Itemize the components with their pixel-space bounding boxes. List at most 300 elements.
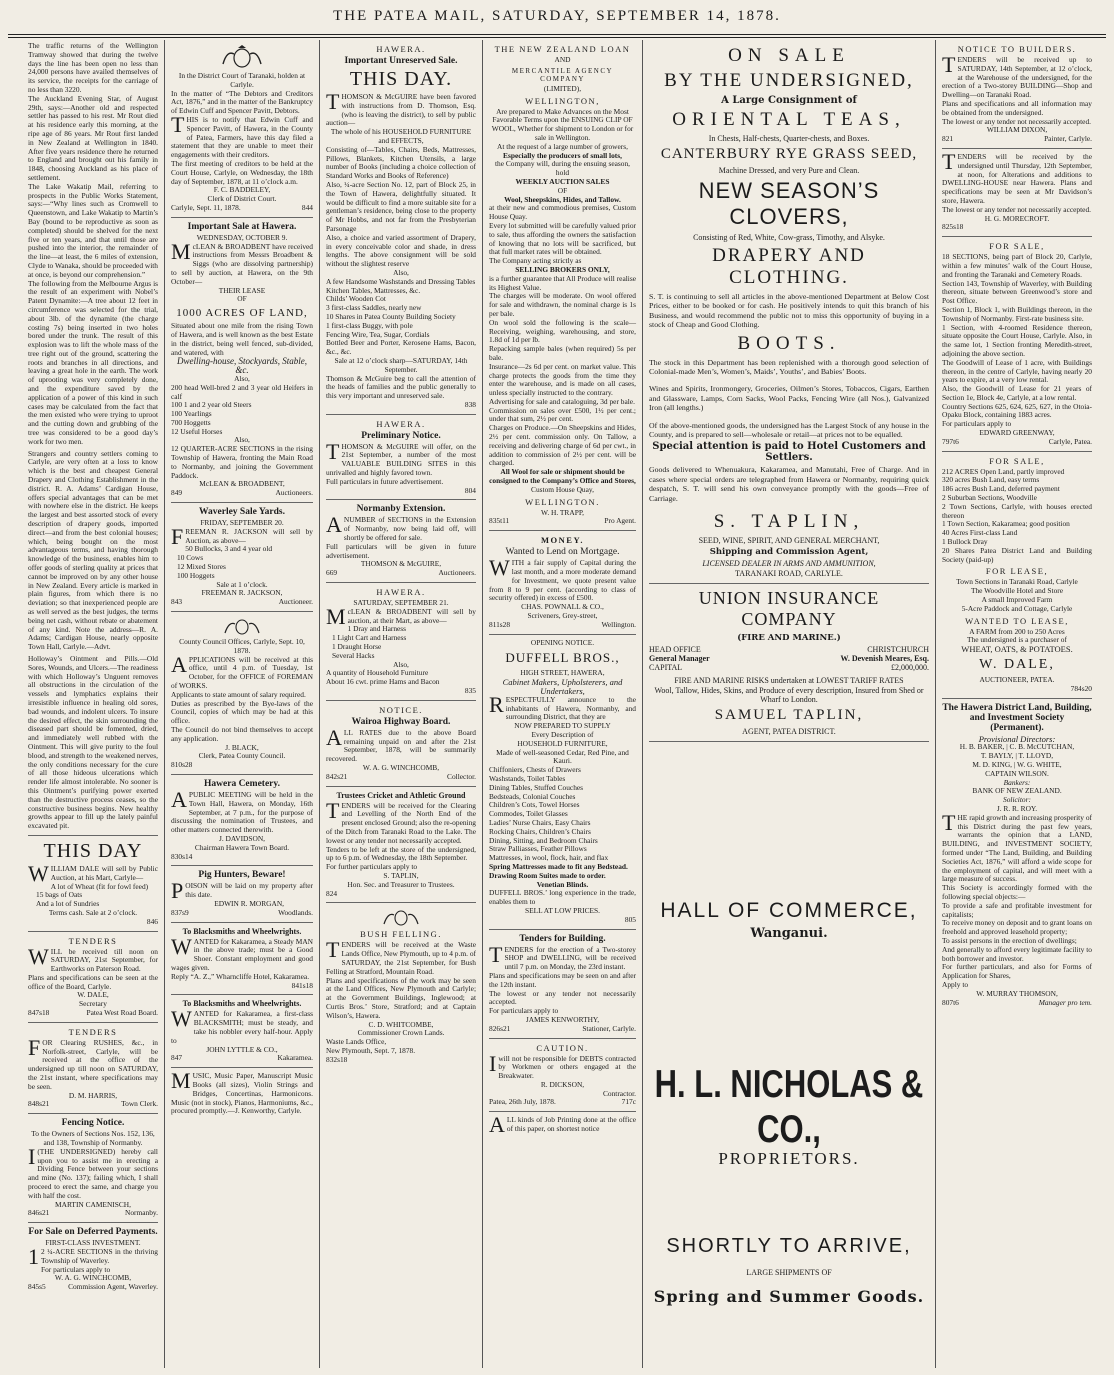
column-4 [483, 40, 643, 1368]
ad-heading: Wairoa Highway Board. [351, 716, 451, 727]
also-label: Also, [393, 659, 409, 669]
ad-duffell-bros [489, 639, 636, 930]
ad-money [489, 535, 636, 634]
ad-heading: MONEY. [541, 535, 584, 546]
solicitor-label: Solicitor: [1003, 795, 1031, 805]
ad-items: A few Handsome Washstands and Dressing Tables Kitchen Tables, Mattresses, &c. Childs’ Wooden Cot 3 first-class Saddles, nearly new 10 Shares in Patea County Building Society 1 first-class Buggy, with pole Fencing Wire, Tea, Sugar, Cordials Bottled Beer and Porter, Kerosene Hams, Bacon, &c., &c. [326, 276, 476, 357]
royal-crest-icon [381, 907, 421, 927]
ad-body: RESPECTFULLY announce to the inhabitants of Hawera, Normanby, and surrounding District, that they are [489, 691, 636, 722]
ad-sale-time: Sale at 12 o’clock sharp—SATURDAY, 14th September. [334, 355, 468, 374]
ad-date: WEDNESDAY, OCTOBER 9. [196, 232, 288, 242]
spring-mattresses: Spring Mattresses made to fit any Bedstead. [489, 861, 628, 871]
ad-hawera-sale [171, 222, 313, 503]
ad-number: 824 [326, 888, 338, 898]
ad-subheading: To the Owners of Sections Nos. 152, 136, and 138, Township of Normanby. [31, 1129, 155, 1148]
ad-normanby-extension [326, 504, 476, 583]
ad-body: THE rapid growth and increasing prosperity of this District during the past few years, warrants the opinion that a LAND, BUILDING, and INVESTMENT SOCIETY, formed under “The Land, Building, and Building Societies Act, 1876,” will afford a wide scope for the employment of capital, and will meet with a large measure of success. This Society is accordingly formed with the following special objects:— To provide a safe and profitable investment for capitalists; To receive money on deposit and to grant loans on freehold and approved leasehold property; To assist persons in the erection of dwellings; And generally to afford every legitimate facility to both borrower and investor. For further particulars, and also for Forms of Application for Shares, Apply to [942, 809, 1092, 989]
ad-number: 835t11 [489, 516, 510, 526]
ad-items: A quantity of Household Furniture About 16 cwt. prime Hams and Bacon [326, 668, 440, 687]
court-name: In the District Court of Taranaki, holden at Carlyle. [178, 71, 306, 89]
ad-heading: To Blacksmiths and Wheelwrights. [182, 926, 302, 936]
ad-body: McLEAN & BROADBENT will sell by auction, at their Mart, as above— [326, 603, 476, 629]
ad-signature: EDWIN R. MORGAN, [214, 898, 285, 908]
ad-items: 212 ACRES Open Land, partly improved 320 acres Bush Land, easy terms 186 acres Bush Land, deferred payment 2 Suburban Sections, Woodville 2 Town Sections, Carlyle, with houses erected thereon 1 Town Section, Kakaramea; good position 40 Acres First-class Land 1 Bullock Dray 20 Shares Patea District Land and Building Society (paid-up) [942, 466, 1092, 564]
ad-office: Waste Lands Office, [326, 1037, 387, 1047]
ad-place: HAWERA. [376, 44, 426, 54]
ad-hawera-society [942, 703, 1092, 1012]
ad-small-lots: Especially the producers of small lots, [503, 150, 622, 160]
ad-body: TENDERS will be received by the undersigned until Thursday, 12th September, at noon, for Alterations and additions to DWELLING-HOUSE near Hawera. Plans and specifications may be seen at Mr Davidson’s store, Hawera. The lowest or any tender not necessarily accepted. [942, 148, 1092, 214]
hall-place: Wanganui. [750, 926, 828, 942]
ad-blacksmiths-2 [171, 999, 313, 1068]
ad-title: Auctioneers. [438, 568, 476, 578]
ad-signature: F. C. BADDELEY, [213, 185, 271, 195]
news-dynamite: The following from the Melbourne Argus is the result of an experiment with Nobel’s Patent Dynamite:—A tree about 12 feet in circumference was selected for the trial, about 3lb. of the dynamite (the charge costing 7s) being inserted in two holes bored under the trunk. The result of this explosion was to lift the whole mass of the tree right out of the ground, scattering the roots and branches in all directions, and leaving a great hole in the earth. The work of uprooting was very completely done, and the expenditure saved by the application of a power of this kind in such cases may be calculated from the fact that the men existed who were trying to uproot and the cutting down and grubbing of the tree was considered to be a good day’s work for two men. [28, 278, 158, 446]
ad-section: Also, ¼-acre Section No. 12, part of Block 25, in the Town of Hawera, delightfully situated. It would be difficult to find a more suitable site for a gentleman’s residence, being close to the property of Mr Hobbs, and not far from the Presbyterian Parsonage [326, 179, 476, 233]
ad-body: APUBLIC MEETING will be held in the Town Hall, Hawera, on Monday, 16th September, at 7 p.m., for the purpose of discussing the nomination of Trustees, and other matters connected therewith. [171, 786, 313, 835]
ad-saturday-sale [326, 587, 476, 701]
ad-bush-felling [326, 907, 476, 1068]
manager-value: W. Devenish Meares, Esq. [840, 653, 929, 663]
wheat-oats: WHEAT, OATS, & POTATOES. [961, 644, 1073, 655]
hotel-customers: Special attention is paid to Hotel Customers and Settlers. [652, 441, 926, 464]
capital-value: £2,000,000. [891, 662, 929, 672]
ad-signature: W. DALE, [77, 990, 109, 1000]
ad-subheading: Wanted to Lend on Mortgage. [505, 547, 620, 558]
on-sale: ON SALE [728, 45, 850, 66]
ad-number: 844 [301, 202, 313, 212]
ad-furniture: The whole of his HOUSEHOLD FURNITURE and EFFECTS, [330, 127, 472, 145]
ad-number: 838 [464, 399, 476, 409]
ad-this-day: THIS DAY. [349, 68, 453, 90]
dale-title: AUCTIONEER, PATEA. [979, 675, 1055, 685]
ad-fencing-notice [28, 1118, 158, 1223]
oriental-teas: ORIENTAL TEAS, [672, 109, 906, 130]
acres-body: Situated about one mile from the rising Town of Hawera, and is well known as the best Estate in the district, being well fenced, sub-divided, and watered, with [171, 321, 313, 357]
ad-heading: Hawera Cemetery. [204, 778, 280, 789]
ad-wairoa-board [326, 705, 476, 787]
ad-cricket-ground [326, 791, 476, 904]
manager-label: General Manager [649, 653, 710, 663]
ad-county-council [171, 616, 313, 775]
ad-greenway-sale [942, 241, 1092, 452]
ad-tenders-building [489, 934, 636, 1039]
ad-heading: THIS DAY [43, 839, 143, 862]
ad-title: Secretary [79, 999, 107, 1009]
ad-builders-dixon [942, 44, 1092, 149]
ad-heading: Pig Hunters, Beware! [198, 870, 286, 881]
ad-heading: Important Sale at Hawera. [187, 221, 297, 232]
dwelling-line: Dwelling-house, Stockyards, Stable, &c. [177, 356, 307, 376]
ad-unreserved-sale [326, 44, 476, 415]
masthead-rule [8, 34, 1106, 38]
ad-job-printing [489, 1112, 636, 1138]
ad-signature: FREEMAN R. JACKSON, [201, 588, 283, 598]
ad-number: 832s18 [326, 1054, 348, 1064]
ad-number: 842s21 [326, 771, 348, 781]
ad-body: TENDERS will be received at the Waste Lands Office, New Plymouth, up to 4 p.m. of SATURDAY, the 21st September, for Bush Felling at Stratford, Mountain Road. Plans and specifications of the work may be seen at the Land Offices, New Plymouth and Carlyle; at the Government Buildings, Inglewood; at Curtis Bros.’ Store, Stratford; and at Captain Wilson’s, Hawera. [326, 937, 476, 1020]
ad-number: 843 [171, 597, 183, 607]
ad-number: 845s5 [28, 1282, 46, 1292]
ad-body: I(THE UNDERSIGNED) hereby call upon you to assist me in erecting a Dividing Fence between your sections and mine (No. 137); failing which, I shall proceed to erect the same, and charge you with half the cost. [28, 1143, 158, 1200]
ad-consisting: Consisting of—Tables, Chairs, Beds, Mattresses, Pillows, Blankets, Kitchen Utensils, a large number of Books (including a choice collection of Standard Works and Books of Reference) [326, 144, 476, 181]
ad-date: FRIDAY, SEPTEMBER 20. [200, 518, 284, 528]
ad-number: 837s9 [171, 907, 189, 917]
fire-marine: FIRE AND MARINE RISKS undertaken at LOWEST TARIFF RATES [674, 676, 904, 686]
ad-signature: R. DICKSON, [540, 1079, 585, 1089]
ad-loan-agency [489, 44, 636, 531]
lease-items: Town Sections in Taranaki Road, Carlyle The Woodville Hotel and Store A small Improved Farm 5-Acre Paddock and Cottage, Carlyle [956, 577, 1078, 613]
ad-body: FOR Clearing RUSHES, &c., in Norfolk-street, Carlyle, will be received at the office of the undersigned up till noon on SATURDAY, the 21st instant, where specifications may be seen. [28, 1034, 158, 1091]
ad-deferred-payments [28, 1227, 158, 1296]
ad-number: 848s21 [28, 1099, 50, 1109]
news-obituary: The Auckland Evening Star, of August 29th, says:—Another old and respected settler has passed to his rest. Mr Rout died at his residence early this morning, at the ripe age of 86 years. Mr Rout first landed in New Zealand at Wellington in 1840. After five years residence there he returned to England and brought out his family in 1848, choosing Auckland as his place of settlement. [28, 93, 158, 182]
ad-number: 847 [171, 1053, 183, 1063]
spring-summer: Spring and Summer Goods. [653, 1287, 925, 1307]
ad-org: Patea West Road Board. [86, 1008, 158, 1018]
proprietors: PROPRIETORS. [718, 1149, 860, 1169]
ad-body: TENDERS will be received for the Clearing and Levelling of the North End of the present enclosed Ground; also the re-opening of the Ditch from Taranaki Road to the Lake. The lowest or any tender not necessarily accepted. Tenders to be left at the store of the undersigned, up to 6 p.m. of Wednesday, the 18th September. For further particulars apply to [326, 797, 476, 872]
weekly-sales: WEEKLY AUCTION SALES [515, 176, 610, 186]
duffell-now: NOW PREPARED TO SUPPLY [514, 721, 611, 731]
ad-number: 717c [621, 1097, 636, 1107]
loan-place: WELLINGTON, [525, 95, 600, 106]
boots-body: The stock in this Department has been replenished with a thorough good selection of Colonial-made Men’s, Women’s, Maids’, Youths’, and Babies’ Boots. [649, 357, 929, 377]
duffell-trade: Cabinet Makers, Upholsterers, and Undertakers, [502, 677, 623, 697]
ad-body: Iwill not be responsible for DEBTS contracted by Workmen or others engaged at the Breakwater. [489, 1050, 636, 1081]
ad-blacksmiths-1 [171, 927, 313, 996]
ad-tenders-earthworks [28, 936, 158, 1023]
wellington: WELLINGTON. [525, 496, 600, 507]
ad-heading: To Blacksmiths and Wheelwrights. [182, 999, 302, 1009]
ad-title: Manager pro tem. [1038, 997, 1092, 1007]
ad-hawera-cemetery [171, 779, 313, 866]
taplin-name: S. TAPLIN, [713, 511, 865, 533]
ad-number: 797t6 [942, 436, 959, 446]
solicitor-name: J. R. R. ROY. [996, 803, 1038, 813]
ad-body: ALL kinds of Job Printing done at the office of this paper, on shortest notice [489, 1112, 636, 1138]
news-tramway: The traffic returns of the Wellington Tramway showed that during the twelve days the line has been open no less than 24,000 persons have availed themselves of its service, the receipts for the carriage of no less than 3220. [28, 41, 158, 94]
loan-and: AND [554, 55, 571, 64]
ad-number: 826s21 [489, 1023, 511, 1033]
ad-number: 846s21 [28, 1208, 50, 1218]
ad-title: Clerk of District Court. [207, 194, 277, 204]
taplin-address: TARANAKI ROAD, CARLYLE. [735, 569, 843, 579]
ad-items: 1 Dray and Harness 1 Light Cart and Harness 1 Draught Horse Several Hacks [332, 624, 407, 660]
boots-heading: BOOTS. [737, 332, 841, 354]
duffell-every: Every Description of [531, 730, 594, 739]
column-3 [320, 40, 483, 1368]
ad-heading: Important Unreserved Sale. [344, 56, 458, 66]
ad-body: THOMSON & McGUIRE have been favored with instructions from D. Thomson, Esq. (who is leaving the district), to sell by public auction— [326, 89, 476, 128]
ad-notice: NOTICE. [379, 704, 423, 715]
ad-heading: Normanby Extension. [356, 504, 446, 515]
bankers-label: Bankers: [1003, 777, 1031, 787]
ad-title: Scriveners, Grey-street, [527, 611, 598, 621]
court-notice: THIS is to notify that Edwin Cuff and Spencer Pavitt, of Hawera, in the County of Patea, Farmers, have this day filed a statement that they are unable to meet their engagements with their creditors. The first meeting of creditors to be held at the Court House, Carlyle, on Wednesday, the 18th day of September, 1878, at 11 o’clock a.m. [171, 111, 313, 186]
ad-heading: Waverley Sale Yards. [199, 507, 285, 518]
column-5 [643, 40, 936, 1368]
ad-heading: TENDERS [68, 1026, 118, 1037]
ad-date: SATURDAY, SEPTEMBER 21. [353, 598, 449, 608]
duffell-experience: DUFFELL BROS.’ long experience in the trade, enables them to [489, 888, 636, 907]
ad-body: WITH a fair supply of Capital during the last month, and a more moderate demand for Investment, we quote present value from 8 to 9 per cent. (according to class of security offered) in excess of £500. [489, 555, 636, 603]
largest-stock: Of the above-mentioned goods, the undersigned has the Largest Stock of any house in the County, and is prepared to sell—wholesale or retail—at prices not to be equalled. [649, 420, 929, 440]
ad-number: 847s18 [28, 1008, 50, 1018]
ad-heading: FOR SALE, [989, 241, 1045, 252]
ad-district-court [171, 44, 313, 218]
ad-number: 830s14 [171, 851, 193, 861]
ad-drapery: Also, a choice and varied assortment of Drapery, in every conceivable color and shade, in dress lengths. The above consignment will be sold without the slightest reserve [326, 232, 476, 269]
ad-heading: BUSH FELLING. [360, 929, 442, 940]
rye-grass: CANTERBURY RYE GRASS SEED, [660, 146, 918, 162]
ad-signature: JOHN LYTTLE & CO., [206, 1044, 278, 1054]
venetian-blinds: Venetian Blinds. [536, 879, 589, 889]
ad-place: Woodlands. [278, 907, 313, 917]
ad-place: Kakaramea. [277, 1053, 313, 1063]
lease-heading: THEIR LEASE [218, 285, 266, 295]
ad-music [171, 1068, 313, 1120]
ad-heading: TENDERS [68, 935, 118, 946]
column-1 [22, 40, 165, 1368]
clovers-sub: Consisting of Red, White, Cow-grass, Timothy, and Alsyke. [693, 233, 885, 242]
ad-request: At the request of a large number of growers, [496, 141, 628, 151]
duffell-made: Made of well-seasoned Cedar, Red Pine, and Kauri. [496, 747, 629, 766]
ad-body: WILLIAM DALE will sell by Public Auction, at his Mart, Carlyle— [28, 860, 158, 886]
ad-number: 811s28 [489, 619, 511, 629]
ad-body: ALL RATES due to the above Board remaining unpaid on and after the 21st September, 1878, will be summarily recovered. [326, 724, 476, 764]
ad-body: TENDERS will be received up to SATURDAY, 14th September, at 12 o’clock, at the Warehouse of the undersigned, for the erection of a Two-storey BUILDING—Shop and Dwelling—on Taranaki Road. Plans and specifications and all information may be obtained from the undersigned. The lowest or any tender not necessarily accepted. [942, 52, 1092, 126]
ad-signature: C. D. WHITCOMBE, [368, 1019, 434, 1029]
ad-body: ANUMBER of SECTIONS in the Extension of Normanby, now being laid off, will shortly be offered for sale. Full particulars will be given in future advertisement. [326, 512, 476, 560]
ad-hall-of-commerce [649, 746, 929, 1312]
news-cardigan-house: Strangers and country settlers coming to Carlyle, are very often at a loss to know which is the best and cheapest General Drapery and Clothing Establishment in the district. R. A. Adams’ Cardigan House, offers special advantages that can be met with nowhere else in the district. He keeps the largest and best assorted stock of every description of drapery goods, imported direct—and from the best colonial houses; which, being bought on the most advantageous terms, and having thorough knowledge of the business, enables him to offer goods of sterling quality at prices that cannot be improved on by any other house in New Zealand. Every article is marked in plain figures, from which there is no deviation; so that inexperienced people are as well served as the best judges, the terms being net cash, without rebate or abatement of any kind. Note the address—R. A. Adams; Cardigan House, nearly opposite Town Hall, Carlyle.—Advt. [28, 448, 158, 652]
royal-crest-icon [222, 616, 262, 636]
low-prices: SELL AT LOW PRICES. [524, 905, 600, 915]
ad-signature: J. BLACK, [225, 742, 259, 752]
wanted-body: A FARM from 200 to 250 Acres [969, 626, 1065, 636]
ad-sale-time: Sale at 1 o’clock. [216, 579, 268, 589]
ad-number: 841s18 [291, 980, 313, 990]
ad-caution [489, 1043, 636, 1113]
loan-name-2: MERCANTILE AGENCY COMPANY [511, 66, 614, 83]
ad-title: Collector. [447, 771, 476, 781]
ad-header: County Council Offices, Carlyle, Sept. 10, 1878. [179, 637, 305, 655]
ad-season: the Company will, during the ensuing season, hold [494, 159, 631, 178]
wanted-heading: WANTED TO LEASE, [965, 615, 1069, 626]
ad-number: 835 [464, 686, 476, 696]
union-sub: (FIRE AND MARINE.) [737, 633, 841, 644]
large-shipments: LARGE SHIPMENTS OF [746, 1268, 832, 1278]
wool-heading: Wool, Sheepskins, Hides, and Tallow. [504, 194, 621, 204]
ad-body: 12 ¼-ACRE SECTIONS in the thriving Township of Waverley. For particulars apply to [28, 1244, 158, 1274]
ad-body: THOMSON & McGUIRE will offer, on the 21st September, a number of the most VALUABLE BUILDING SITES in this unrivalled and highly favored town. Full particulars in future advertisement. [326, 438, 476, 486]
ad-signature: W. MURRAY THOMSON, [976, 988, 1058, 998]
column-2 [165, 40, 320, 1368]
loan-name-1: THE NEW ZEALAND LOAN [494, 44, 631, 54]
lease-heading: FOR LEASE, [985, 566, 1049, 577]
ad-signature: S. TAPLIN, [383, 870, 419, 880]
nicholas-name: H. L. NICHOLAS & CO., [654, 1062, 924, 1152]
ad-heading: Trustees Cricket and Athletic Ground [336, 790, 466, 800]
ad-number: 810s28 [171, 760, 193, 770]
wines-body: Wines and Spirits, Ironmongery, Groceries, Oilmen’s Stores, Tobaccos, Cigars, Earthen and Glassware, Lamps, Corn Sacks, Wool Packs, Fencing Wire (all Nos.), Galvanized Iron (all lengths.) [649, 384, 929, 413]
directors-label: Provisional Directors: [978, 733, 1056, 744]
ad-title: Town Clerk. [121, 1099, 158, 1109]
ad-opening: OPENING NOTICE. [530, 637, 595, 647]
bank-name: BANK OF NEW ZEALAND. [972, 786, 1062, 796]
ad-body: POISON will be laid on my property after this date. [171, 878, 313, 904]
also-label: Also, [234, 373, 250, 383]
ad-heading: Preliminary Notice. [361, 430, 441, 441]
news-items [28, 42, 158, 836]
ad-body: WANTED for Kakaramea, a first-class BLACKSMITH; must be steady, and take his nobbler every half-hour. Apply to [171, 1006, 313, 1045]
ad-signature: W. A. G. WINCHCOMB, [362, 763, 440, 772]
quarter-acre: 12 QUARTER-ACRE SECTIONS in the rising Township of Hawera, fronting the Main Road to Normanby, and joining the Government Paddock. [171, 444, 313, 480]
ad-number: 804 [464, 485, 476, 495]
ad-taplin-store [649, 45, 929, 584]
ad-place: HAWERA. [376, 418, 426, 429]
ad-heading: For Sale on Deferred Payments. [28, 1227, 158, 1238]
ad-signature: D. M. HARRIS, [68, 1090, 118, 1100]
ad-number: 821 [942, 134, 954, 144]
ad-title: Commission Agent, Waverley. [68, 1282, 158, 1292]
taplin-licensed: LICENSED DEALER IN ARMS AND AMMUNITION, [702, 559, 876, 569]
samuel-title: AGENT, PATEA DISTRICT. [742, 727, 836, 737]
ad-tenders-rushes [28, 1027, 158, 1114]
ad-heading: Tenders for Building. [519, 933, 606, 944]
ad-body: WANTED for Kakaramea, a Steady MAN in the above trade; must be a Good Shoer. Constant employment and good wages given. Reply “A. Z.,” Wharncliffe Hotel, Kakaramea. [171, 933, 313, 981]
duffell-address: HIGH STREET, HAWERA, [520, 668, 605, 678]
loan-name-3: (LIMITED), [543, 83, 582, 93]
ad-number: 784s20 [1070, 683, 1092, 693]
ad-heading: Fencing Notice. [61, 1118, 125, 1129]
society-name: The Hawera District Land, Building, and Investment Society (Permanent). [942, 702, 1092, 733]
ad-signature: MARTIN CAMENISCH, [55, 1199, 131, 1209]
ad-signature: WILLIAM DIXON, [986, 125, 1048, 135]
ad-title: Pro Agent. [604, 516, 636, 526]
ad-place: HAWERA. [376, 587, 426, 598]
ad-number: 805 [624, 914, 636, 924]
wool-insured: Wool, Tallow, Hides, Skins, and Produce of every description, Insured from Shed or Wharf to London. [654, 686, 924, 705]
charges-body: is a further guarantee that All Produce will realise its Highest Value. The charges will be moderate. On wool offered for sale and withdrawn, the nominal charge is 1s per bale. On wool sold the following is the scale—Receiving, weighing, warehousing, and store, 1.8d of 1d per lb. Repacking sample bales (when required) 5s per bale. Insurance—2s 6d per cent. on market value. This charge protects the goods from the time they enter the warehouse, and is made on all cases, unless specially instructed to the contrary. Advertising for sale and cataloguing, 3d per bale. Commission on sales over £500, 1½ per cent.; under that sum, 2½ per cent. Charges on Produce.—On Sheepskins and Hides, 2½ per cent. commission only. On Tallow, a receiving and delivering charge of 6d per cwt., in addition to commission of 2½ per cent. will be charged. [489, 273, 636, 468]
ad-title: Chairman Hawera Town Board. [194, 842, 290, 852]
ad-signature: THOMSON & McGUIRE, [360, 559, 442, 569]
ad-title: Stationer, Carlyle. [582, 1023, 636, 1033]
ad-signature: J. DAVIDSON, [218, 833, 266, 843]
acres-heading: 1000 ACRES OF LAND, [176, 307, 308, 320]
ad-title: Clerk, Patea County Council. [198, 751, 286, 761]
column-6 [936, 40, 1098, 1368]
ad-body: MUSIC, Music Paper, Manuscript Music Books (all sizes), Violin Strings and Bridges, Concertinas, Harmonicons. Music (not in stock), Pianos, Harmoniums, &c., procured promptly.—J. Kenworthy, Carlyle. [171, 1068, 313, 1116]
ad-builders-morecroft [942, 148, 1092, 237]
ad-signature: EDWARD GREENWAY, [979, 428, 1055, 438]
ad-date: New Plymouth, Sept. 7, 1878. [326, 1045, 416, 1055]
ad-place: Normanby. [125, 1208, 158, 1218]
ad-attention: Thomson & McGuire beg to call the attention of the heads of families and the public generally to this very important and unreserved sale. [326, 373, 476, 401]
purchaser: The undersigned is a purchaser of [967, 635, 1067, 645]
ad-pig-hunters [171, 870, 313, 922]
ad-signature: McLEAN & BROADBENT, [199, 479, 285, 489]
taplin-trade: SEED, WINE, SPIRIT, AND GENERAL MERCHANT, [698, 536, 880, 546]
ad-title: Hon. Sec. and Treasurer to Trustees. [347, 879, 455, 889]
ad-place: Wellington. [601, 619, 636, 629]
dale-name: W. DALE, [979, 657, 1055, 673]
ad-subheading: FIRST-CLASS INVESTMENT. [45, 1238, 141, 1248]
ad-union-insurance [649, 588, 929, 742]
drapery-body: S. T. is continuing to sell all articles in the above-mentioned Department at Below Cost Prices, either to be booked or for cash. He positively intends to quit this branch of his Business, and would recommend the public not to miss this opportunity of buying in a stock of Cheap and Good Clothing. [649, 292, 929, 330]
ad-number: 669 [326, 568, 338, 578]
head-office-label: HEAD OFFICE [649, 645, 701, 655]
ad-dale-sale [942, 456, 1092, 699]
ad-title: Auctioneer. [278, 597, 313, 607]
rye-sub: Machine Dressed, and very Pure and Clean. [718, 166, 860, 175]
ad-heading: FOR SALE, [989, 455, 1045, 466]
court-matter: In the matter of “The Debtors and Creditors Act, 1876,” and in the matter of the Bankruptcy of Edwin Cuff and Spencer Pavitt, Debtors. [171, 88, 313, 116]
news-wakatip: The Lake Wakatip Mail, referring to prospects in the Public Works Statement, says:—“Why lines such as Cromwell to Queenstown, and Lake Wakatip to Martin’s Bay (bound to be reproductive as soon as completed) should be shelved for the next five or ten years, and that until those are pushed into the interior, the remainder of the line—at least, the 6 miles of extension, Clyde to Wanaka, should be proceeded with at once, is beyond our comprehension.” [28, 181, 159, 279]
ad-body: 18 SECTIONS, being part of Block 20, Carlyle, within a few minutes’ walk of the Court House, and fronting the Taranaki and Cemetery Roads. Section 143, Township of Waverley, with Building thereon, situate between Greenwood’s store and Post Office. Section 1, Block 1, with Buildings thereon, in the Township of Normanby. First-rate business site. 1 Section, with 4-roomed Residence thereon, situate opposite the Court House, Carlyle. Also, in the same lot, 1 Section fronting Meredith-street, adjoining the above section. The Goodwill of Lease of 1 acre, with Buildings thereon, in the centre of Carlyle, having nearly 20 years to expire, at a very low rental. Also, the Goodwill of Lease for 21 years of Section 1e, Block 4e, Carlyle, at a low rental. Country Sections 625, 624, 625, 627, in the Otoia-Opaku Block, containing 1883 acres. For particulars apply to [942, 252, 1092, 429]
teas-sub: In Chests, Half-chests, Quarter-chests, and Boxes. [708, 134, 870, 143]
ad-signature: H. G. MORECROFT. [984, 213, 1050, 223]
union-name: UNION INSURANCE COMPANY [698, 588, 880, 630]
head-office-value: CHRISTCHURCH [867, 645, 929, 655]
also-label: Also, [234, 435, 250, 445]
ad-place: Carlyle, Patea. [1048, 436, 1092, 446]
duffell-furniture: HOUSEHOLD FURNITURE, [517, 738, 608, 748]
ad-title: Auctioneers. [275, 488, 313, 498]
ad-body: WILL be received till noon on SATURDAY, 21st September, for Earthworks on Paterson Road. Plans and specifications can be seen at the office of the Board, Carlyle. [28, 943, 158, 991]
ad-signature: W. H. TRAPP, [541, 507, 584, 517]
ad-body: TENDERS for the erection of a Two-storey SHOP and DWELLING, will be received until 7 p.m. on Monday, the 23rd instant. Plans and specifications may be seen on and after the 12th instant. The lowest or any tender not necessarily accepted. For particulars apply to [489, 941, 636, 1016]
lease-of: OF [237, 294, 247, 304]
masthead: THE PATEA MAIL, SATURDAY, SEPTEMBER 14, 1878. [333, 8, 781, 24]
ad-body: APPLICATIONS will be received at this office, until 4 p.m. of Tuesday, 1st October, for the OFFICE of FOREMAN of WORKS. Applicants to state amount of salary required. Duties as prescribed by the Bye-laws of the Council, copies of which may be had at this office. The Council do not bind themselves to accept any application. [171, 651, 313, 743]
ad-heading: CAUTION. [536, 1042, 589, 1053]
weekly-of: OF [557, 185, 568, 195]
ad-items: Chiffoniers, Chests of Drawers Washstands, Toilet Tables Dining Tables, Stuffed Couches Bedsteads, Colonial Couches Children’s Cots, Towel Horses Commodes, Toilet Glasses Ladies’ Nurse Chairs, Easy Chairs Rocking Chairs, Children’s Chairs Dining, Sitting, and Bedroom Chairs Straw Palliasses, Feather Pillows Mattresses, in wool, flock, hair, and flax [489, 765, 609, 863]
ad-heading: NOTICE TO BUILDERS. [957, 44, 1077, 54]
royal-crest-icon [219, 44, 265, 70]
shortly-to-arrive: SHORTLY TO ARRIVE, [666, 1235, 912, 1258]
large-consignment: A Large Consignment of [721, 95, 857, 106]
ad-number: 807t6 [942, 997, 959, 1007]
ad-signature: CHAS. POWNALL & CO., [521, 602, 604, 612]
ad-date: Carlyle, Sept. 11, 1878. [171, 202, 241, 212]
ad-body: McLEAN & BROADBENT have received instructions from Messrs Broadbent & Siggs (who are dissolving partnership) to sell by auction, at Hawera, on the 9th October— [171, 238, 313, 286]
ad-this-day [28, 840, 158, 932]
samuel-taplin: SAMUEL TAPLIN, [714, 707, 864, 724]
hall-name: HALL OF COMMERCE, [660, 899, 918, 923]
directors-list: H. B. BAKER, | C. B. McCUTCHAN, T. BAYLY, | T. LLOYD, M. D. KING, | W. G. WHITE, CAPTAIN WILSON. [959, 742, 1075, 778]
ad-terms: Terms cash. Sale at 2 o’clock. [48, 907, 138, 917]
quay: Custom House Quay, [531, 484, 594, 494]
stock-list: 200 head Well-bred 2 and 3 year old Heifers in calf 100 1 and 2 year old Steers 100 Yearlings 700 Hoggetts 12 Useful Horses [171, 382, 313, 436]
new-clovers: NEW SEASON’S CLOVERS, [698, 178, 880, 229]
consign-note: All Wool for sale or shipment should be consigned to the Company’s Office and Stores, [489, 467, 636, 486]
wool-body: at their new and commodious premises, Custom House Quay. Every lot submitted will be carefully valued prior to sale, thus affording the owners the satisfaction of knowing that no lots will be sacrificed, but that full market rates will be obtained. The Company acting strictly as [489, 203, 636, 266]
ad-waverley-yards [171, 507, 313, 612]
news-holloway: Holloway’s Ointment and Pills.—Old Sores, Wounds, and Ulcers.—The readiness with which Holloway’s Unguent removes all obstructions in the circulation of the vessels and lymphatics explains their irresistible influence in healing old sores, bad wounds, and indolent ulcers. To insure the desired effect, the skin surrounding the diseased part should be fomented, dried, and immediately well rubbed with the Ointment. This will give purity to the foul blood, and strength to the weakened nerves, the only conditions necessary for the cure of all those hideous ulcerations which render life almost intolerable. No sooner is this Ointment’s purifying power exerted than the destructive process ceases, so the constructive business begins. New healthy growths appear to fill up the lately painful excavated pit. [28, 653, 158, 831]
drawing-room: Drawing Room Suites made to order. [489, 870, 606, 880]
selling-brokers: SELLING BROKERS ONLY, [515, 264, 610, 274]
ad-items: A lot of Wheat (fit for fowl feed) 15 bags of Oats And a lot of Sundries [36, 881, 149, 909]
ad-title: Contractor. [602, 1088, 636, 1098]
duffell-name: DUFFELL BROS., [505, 650, 620, 666]
ad-preliminary-notice [326, 419, 476, 501]
taplin-shipping: Shipping and Commission Agent, [709, 547, 869, 558]
capital-label: CAPITAL [649, 662, 683, 672]
ad-signature: W. A. G. WINCHCOMB, [54, 1273, 132, 1283]
